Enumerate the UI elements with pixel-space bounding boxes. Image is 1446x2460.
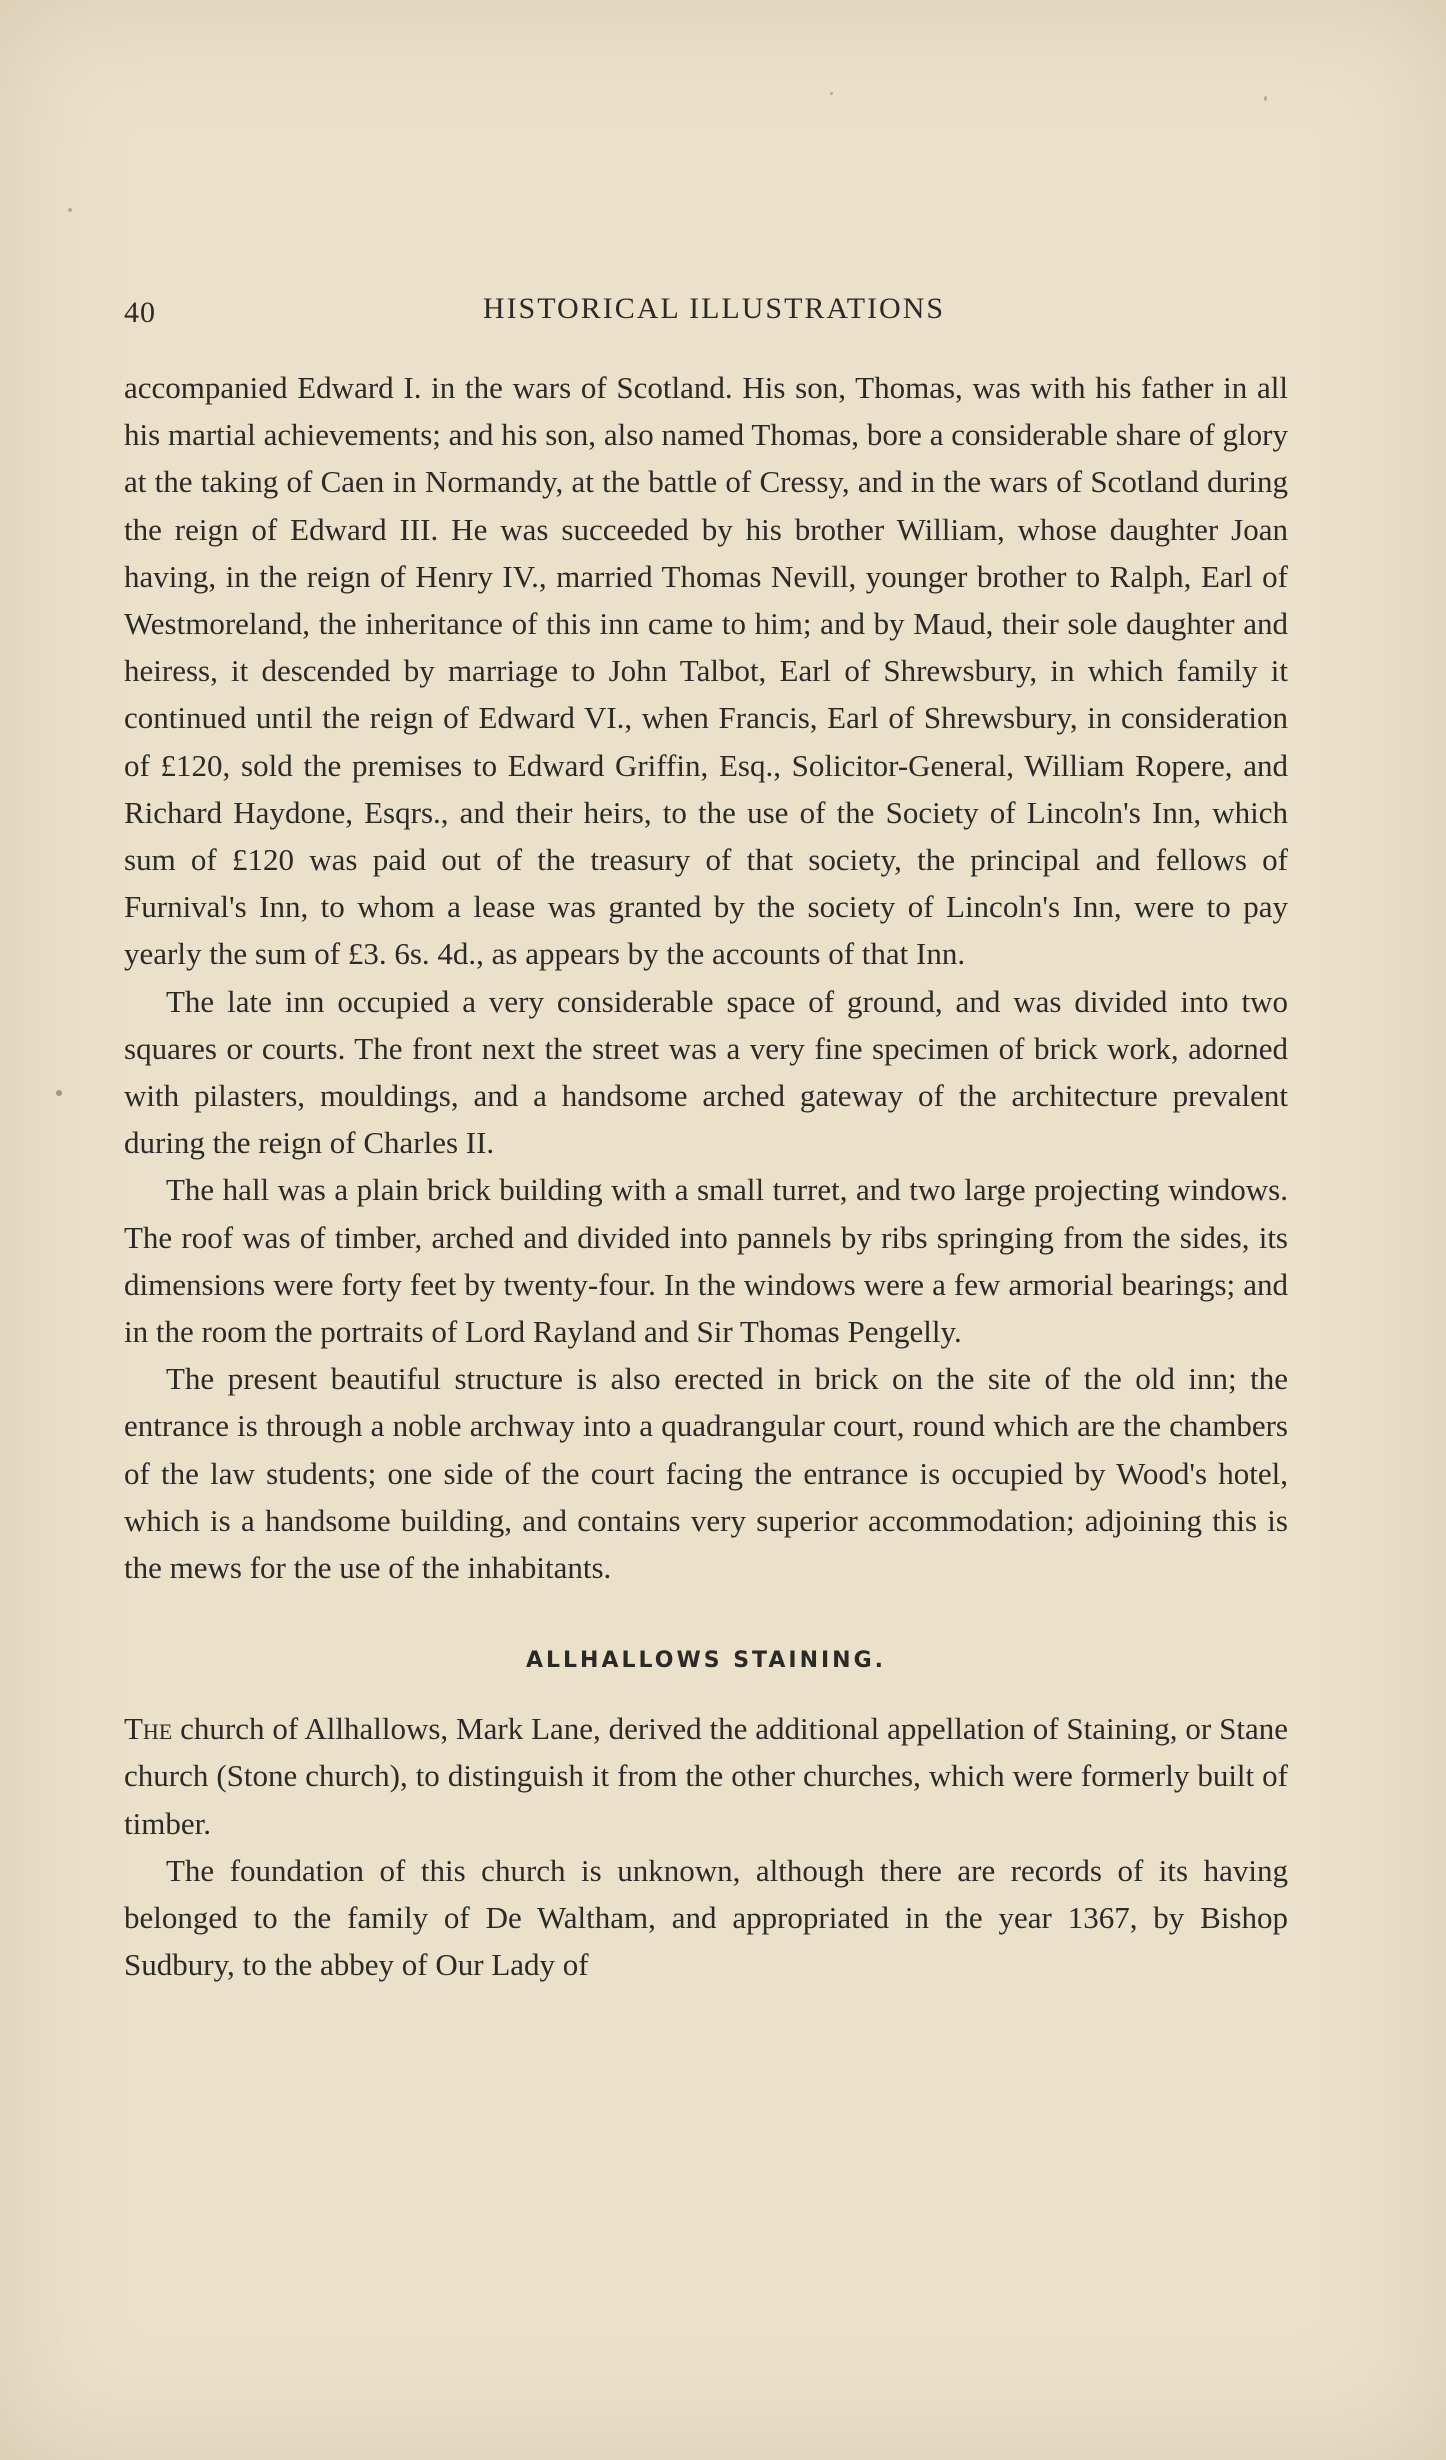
paragraph: The present beautiful structure is also erected in brick on the site of the old inn; the entrance is through a noble archway into a quadrangular court, round which are the chambers of the law students; one side of the court facing the entrance is occupied by Wood's hotel, which is a handsome building, and contains very superior accommodation; adjoining this is the mews for the use of the inhabitants. bbox=[124, 1361, 1288, 1586]
paragraph: The hall was a plain brick building with a small turret, and two large projecting windows. The roof was of timber, arched and divided into pannels by ribs springing from the sides, its dimensions were forty feet by twenty-four. In the windows were a few armorial bearings; and in the room the portraits of Lord Rayland and Sir Thomas Pengelly. bbox=[124, 1172, 1288, 1350]
paragraph: The late inn occupied a very considerable space of ground, and was divided into two squares or courts. The front next the street was a very fine specimen of brick work, adorned with pilasters, mouldings, and a handsome arched gateway of the architecture prevalent during the reign of Charles II. bbox=[124, 983, 1288, 1161]
drop-word: The bbox=[124, 1711, 173, 1747]
page-header bbox=[124, 292, 1304, 332]
paper-speck bbox=[1264, 96, 1267, 101]
section-heading: ALLHALLOWS STAINING. bbox=[525, 1648, 886, 1674]
paper-speck bbox=[830, 92, 833, 95]
section-paragraph: The foundation of this church is unknown, although there are records of its having belonged to the family of De Waltham, and appropriated in the year 1367, by Bishop Sudbury, to the abbey of Our Lady of bbox=[124, 1852, 1288, 1983]
section-paragraph bbox=[124, 1705, 1288, 1847]
running-title: HISTORICAL ILLUSTRATIONS bbox=[482, 292, 946, 325]
page-number: 40 bbox=[124, 296, 156, 329]
section-paragraph-text: church of Allhallows, Mark Lane, derived the additional appellation of Staining, or Stane church (Stone church), to distinguish it from the other churches, which were formerly built of timber. bbox=[124, 1711, 1288, 1841]
paper-speck bbox=[56, 1090, 62, 1096]
body-text bbox=[124, 364, 1288, 1989]
paragraph-continued: accompanied Edward I. in the wars of Scotland. His son, Thomas, was with his father in all his martial achievements; and his son, also named Thomas, bore a considerable share of glory at the taking of Caen in Normandy, at the battle of Cressy, and in the wars of Scotland during the reign of Edward III. He was succeeded by his brother William, whose daughter Joan having, in the reign of Henry IV., married Thomas Nevill, younger brother to Ralph, Earl of Westmoreland, the inheritance of this inn came to him; and by Maud, their sole daughter and heiress, it descended by marriage to John Talbot, Earl of Shrewsbury, in which family it continued until the reign of Edward VI., when Francis, Earl of Shrewsbury, in consideration of £120, sold the premises to Edward Griffin, Esq., Solicitor-General, William Ropere, and Richard Haydone, Esqrs., and their heirs, to the use of the Society of Lincoln's Inn, which sum of £120 was paid out of the treasury of that society, the principal and fellows of Furnival's Inn, to whom a lease was granted by the society of Lincoln's Inn, were to pay yearly the sum of £3. 6s. 4d., as appears by the accounts of that Inn. bbox=[124, 370, 1288, 972]
paper-speck bbox=[68, 208, 72, 212]
